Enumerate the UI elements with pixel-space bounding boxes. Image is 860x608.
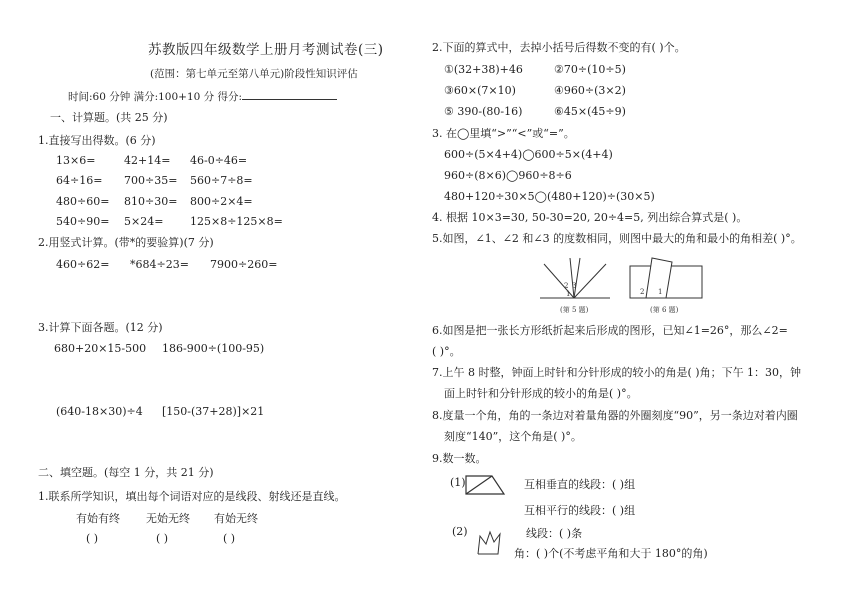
- option: ①(32+38)+46: [444, 63, 523, 76]
- oral-calc: 810÷30=: [124, 195, 178, 208]
- r-q8: 8.度量一个角，角的一条边对着量角器的外圈刻度“90”，另一条边对着内圈: [432, 409, 798, 422]
- perpendicular-count: 互相垂直的线段：( )组: [524, 478, 636, 491]
- compare-item: 480+120÷30×5◯(480+120)÷(30×5): [444, 190, 655, 203]
- compare-item: 960÷(8×6)◯960÷8÷6: [444, 169, 572, 182]
- mixed-calc: 680+20×15-500: [54, 342, 147, 355]
- part-1-label: (1): [450, 476, 466, 489]
- fig9-diagonal: [466, 476, 492, 494]
- oral-calc: 540÷90=: [56, 215, 110, 228]
- q1-heading: 1.直接写出得数。(6 分): [38, 134, 156, 147]
- fig5-ray: [570, 258, 577, 298]
- section-1-heading: 一、计算题。(共 25 分): [50, 111, 168, 124]
- term-word: 有始有终: [76, 512, 120, 525]
- fig9-crown-shape: [478, 532, 500, 554]
- r-q9: 9.数一数。: [432, 452, 487, 465]
- r-q8-cont: 刻度“140”，这个角是( )°。: [444, 430, 582, 443]
- answer-blank[interactable]: ( ): [156, 532, 169, 545]
- time-score-line: [68, 89, 337, 104]
- fig5-label: 3: [572, 282, 577, 290]
- option: ③60×(7×10): [444, 84, 516, 97]
- option: ④960÷(3×2): [554, 84, 626, 97]
- oral-calc: 5×24=: [124, 215, 164, 228]
- fig5-caption: (第 5 题): [560, 306, 589, 314]
- option: ⑤ 390-(80-16): [444, 105, 523, 118]
- fig6-caption: (第 6 题): [650, 306, 679, 314]
- r-q5: 5.如图，∠1、∠2 和∠3 的度数相同，则图中最大的角和最小的角相差( )°。: [432, 232, 802, 245]
- figure-q5: [530, 250, 620, 320]
- section-2-heading: 二、填空题。(每空 1 分，共 21 分): [38, 466, 214, 479]
- r-q4: 4. 根据 10×3=30, 50-30=20, 20÷4=5, 列出综合算式是( )。: [432, 211, 748, 224]
- fig6-label: 2: [640, 288, 645, 296]
- r-q2: 2.下面的算式中，去掉小括号后得数不变的有( )个。: [432, 41, 686, 54]
- fig6-label: 1: [658, 288, 663, 296]
- figure-q9-2: [476, 528, 502, 558]
- time-score-text: 时间:60 分钟 满分:100+10 分 得分:: [68, 91, 243, 103]
- r-q6: 6.如图是把一张长方形纸折起来后形成的图形，已知∠1=26°，那么∠2=: [432, 324, 788, 337]
- fig9-trapezoid: [466, 476, 504, 494]
- option: ②70÷(10÷5): [554, 63, 626, 76]
- oral-calc: 125×8÷125×8=: [190, 215, 283, 228]
- vertical-calc: *684÷23=: [130, 258, 189, 271]
- oral-calc: 42+14=: [124, 154, 171, 167]
- parallel-count: 互相平行的线段：( )组: [524, 504, 636, 517]
- score-blank[interactable]: [242, 89, 337, 100]
- option: ⑥45×(45÷9): [554, 105, 626, 118]
- term-word: 有始无终: [214, 512, 258, 525]
- figure-q9-1: [464, 474, 508, 498]
- scope-line: (范围：第七单元至第八单元)阶段性知识评估: [150, 68, 358, 80]
- mixed-calc: 186-900÷(100-95): [162, 342, 265, 355]
- fig5-label: 2: [564, 282, 569, 290]
- segment-count: 线段：( )条: [526, 527, 583, 540]
- page-title: 苏教版四年级数学上册月考测试卷(三): [148, 42, 384, 58]
- figure-q6: [628, 252, 708, 320]
- vertical-calc: 460÷62=: [56, 258, 110, 271]
- q2-heading: 2.用竖式计算。(带*的要验算)(7 分): [38, 236, 214, 249]
- compare-item: 600÷(5×4+4)◯600÷5×(4+4): [444, 148, 613, 161]
- oral-calc: 800÷2×4=: [190, 195, 253, 208]
- r-q7-cont: 面上时针和分针形成的较小的角是( )°。: [444, 387, 638, 400]
- vertical-calc: 7900÷260=: [210, 258, 278, 271]
- angle-count: 角：( )个(不考虑平角和大于 180°的角): [514, 547, 708, 560]
- oral-calc: 480÷60=: [56, 195, 110, 208]
- oral-calc: 700÷35=: [124, 174, 178, 187]
- r-q7: 7.上午 8 时整，钟面上时针和分针形成的较小的角是( )角；下午 1：30，钟: [432, 366, 802, 379]
- oral-calc: 13×6=: [56, 154, 96, 167]
- fill-q1: 1.联系所学知识，填出每个词语对应的是线段、射线还是直线。: [38, 490, 346, 503]
- fig5-label: 1: [566, 290, 571, 298]
- mixed-calc: (640-18×30)÷4: [56, 405, 143, 418]
- oral-calc: 560÷7÷8=: [190, 174, 253, 187]
- oral-calc: 64÷16=: [56, 174, 103, 187]
- mixed-calc: [150-(37+28)]×21: [162, 405, 265, 418]
- term-word: 无始无终: [146, 512, 190, 525]
- r-q3: 3. 在◯里填“>”“<”或“=”。: [432, 127, 575, 140]
- answer-blank[interactable]: ( ): [223, 532, 236, 545]
- q3-heading: 3.计算下面各题。(12 分): [38, 321, 163, 334]
- oral-calc: 46-0÷46=: [190, 154, 248, 167]
- r-q6-cont: ( )°。: [432, 345, 461, 358]
- answer-blank[interactable]: ( ): [86, 532, 99, 545]
- part-2-label: (2): [452, 525, 468, 538]
